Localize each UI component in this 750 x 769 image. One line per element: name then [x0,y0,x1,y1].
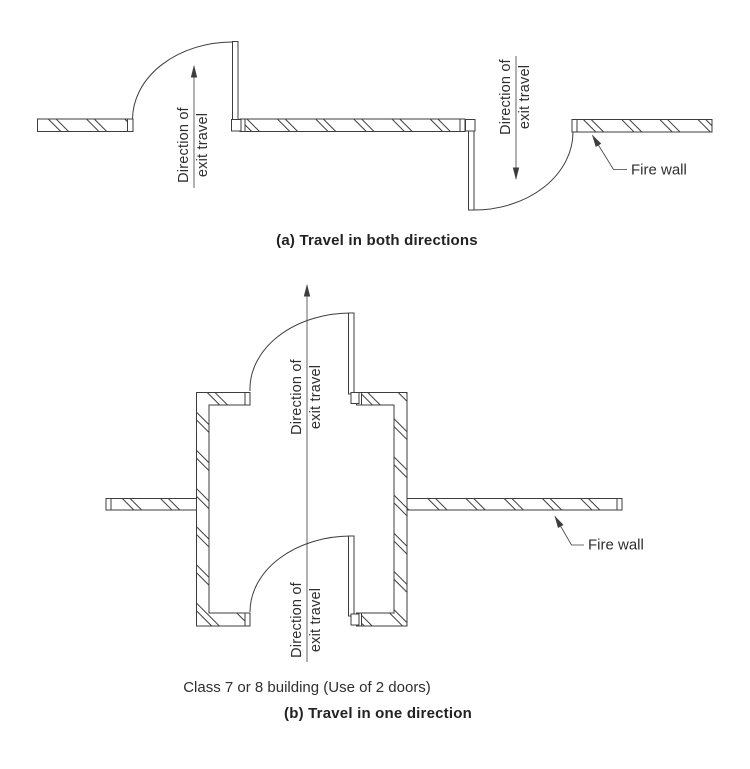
caption-b: (b) Travel in one direction [284,705,472,722]
wall-end-cap [128,119,134,132]
door-leaf [233,42,239,122]
exit-travel-label-line2: exit travel [307,364,324,430]
exit-travel-label-line2: exit travel [307,587,324,653]
exit-travel-label [175,107,213,183]
exit-travel-label-line1: Direction of [175,107,192,183]
exit-travel-label-line1: Direction of [288,359,305,435]
exit-travel-label-line2: exit travel [194,112,211,178]
wall-end-cap [245,393,250,406]
door-hinge-jamb [351,393,359,404]
wall-end-cap [617,499,622,511]
diagram-a-drawing [38,42,713,211]
exit-travel-label-line1: Direction of [497,59,514,135]
vestibule-wall-left [197,393,251,627]
caption-a: (a) Travel in both directions [276,232,478,249]
door-leaf [349,536,355,616]
fire-wall-leader-arrow [555,517,584,546]
door-leaf [349,313,355,394]
vestibule-wall-right [357,393,408,627]
wall-end-cap [572,120,577,133]
door-leaf [469,129,475,210]
door-swing-arc [474,132,573,210]
wall-end-cap [460,119,465,132]
exit-travel-label-line2: exit travel [516,64,533,130]
door-hinge-jamb [466,120,476,132]
wall-end-cap [106,499,111,511]
exit-travel-label [288,582,326,658]
fire-wall-b-right-segment [407,499,622,511]
exit-travel-label-line1: Direction of [288,582,305,658]
fire-wall-b-left-segment [106,499,197,511]
fire-wall-a-middle-segment [240,119,465,132]
diagram-b-drawing [106,285,622,662]
fire-wall-label: Fire wall [588,536,644,554]
door-hinge-jamb [351,614,359,625]
door-hinge-jamb [232,120,242,132]
building-class-note: Class 7 or 8 building (Use of 2 doors) [183,679,431,696]
fire-wall-leader-arrow [593,136,628,170]
exit-travel-label [288,359,326,435]
exit-travel-label [497,59,535,135]
wall-end-cap [245,613,250,626]
fire-wall-a-left-segment [38,119,134,132]
fire-wall-label: Fire wall [631,161,687,179]
fire-wall-a-right-segment [572,120,712,133]
